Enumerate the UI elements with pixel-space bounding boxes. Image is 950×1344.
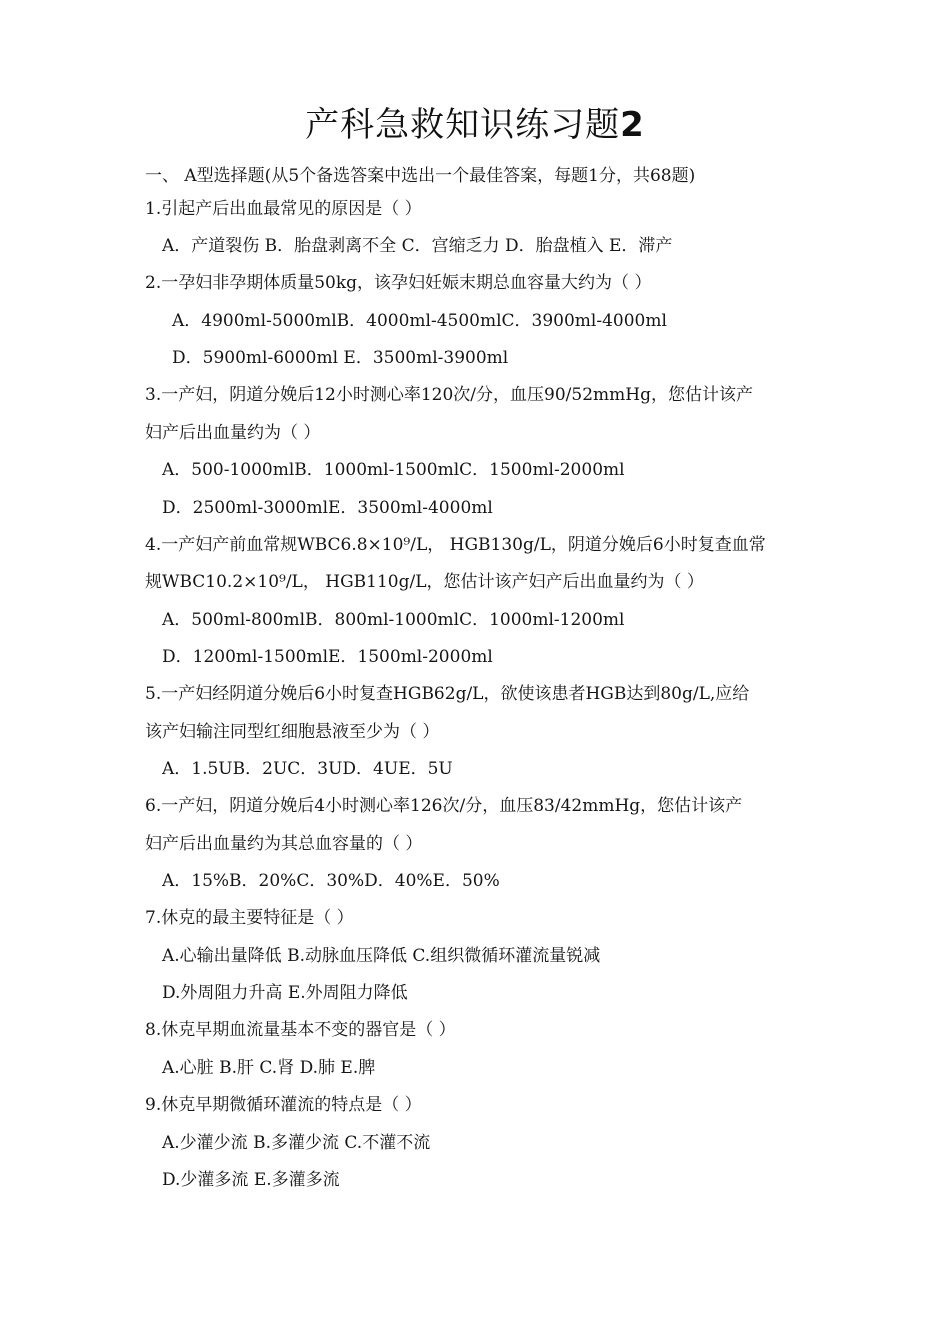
question-stem-continued: 妇产后出血量约为其总血容量的（ ） [145,834,423,854]
question-stem-continued: 该产妇输注同型红细胞悬液至少为（ ） [145,722,440,742]
question-options: A.心输出量降低 B.动脉血压降低 C.组织微循环灌流量锐减 [162,946,601,966]
page-title [0,100,950,150]
question-options: D.外周阻力升高 E.外周阻力降低 [162,983,408,1003]
question-options: A．15%B．20%C．30%D．40%E．50% [162,871,500,891]
question-options: A．1.5UB．2UC．3UD．4UE．5U [162,759,453,779]
question-options: A.心脏 B.肝 C.肾 D.肺 E.脾 [162,1058,376,1078]
question-options: D.少灌多流 E.多灌多流 [162,1170,340,1190]
question-options: A．500-1000mlB．1000ml-1500mlC．1500ml-2000ml [162,460,625,480]
question-options: A.少灌少流 B.多灌少流 C.不灌不流 [162,1133,431,1153]
question-stem: 4.一产妇产前血常规WBC6.8×10⁹/L， HGB130g/L，阴道分娩后6小时复查血常 [145,535,766,555]
question-options: A．500ml-800mlB．800ml-1000mlC．1000ml-1200ml [162,610,625,630]
question-stem: 5.一产妇经阴道分娩后6小时复查HGB62g/L，欲使该患者HGB达到80g/L,应给 [145,684,750,704]
question-stem: 3.一产妇，阴道分娩后12小时测心率120次/分，血压90/52mmHg，您估计该产 [145,385,753,405]
question-options: A．4900ml-5000mlB．4000ml-4500mlC．3900ml-4000ml [172,311,667,331]
title-text: 产科急救知识练习题 [305,105,621,145]
question-stem-continued: 规WBC10.2×10⁹/L， HGB110g/L，您估计该产妇产后出血量约为（ ） [145,572,704,592]
question-stem: 9.休克早期微循环灌流的特点是（ ） [145,1095,422,1115]
question-stem: 8.休克早期血流量基本不变的器官是（ ） [145,1020,456,1040]
question-options: D．2500ml-3000mlE．3500ml-4000ml [162,498,493,518]
question-stem: 1.引起产后出血最常见的原因是（ ） [145,199,422,219]
section-heading: 一、 A型选择题(从5个备选答案中选出一个最佳答案，每题1分，共68题) [145,166,696,186]
question-options: A．产道裂伤 B．胎盘剥离不全 C．宫缩乏力 D．胎盘植入 E．滞产 [162,236,673,256]
question-options: D．1200ml-1500mlE．1500ml-2000ml [162,647,493,667]
question-stem: 6.一产妇，阴道分娩后4小时测心率126次/分，血压83/42mmHg，您估计该产 [145,796,743,816]
question-stem: 7.休克的最主要特征是（ ） [145,908,354,928]
question-stem-continued: 妇产后出血量约为（ ） [145,423,321,443]
question-options: D．5900ml-6000ml E．3500ml-3900ml [172,348,509,368]
title-number: 2 [620,105,645,145]
question-stem: 2.一孕妇非孕期体质量50kg，该孕妇妊娠末期总血容量大约为（ ） [145,273,652,293]
